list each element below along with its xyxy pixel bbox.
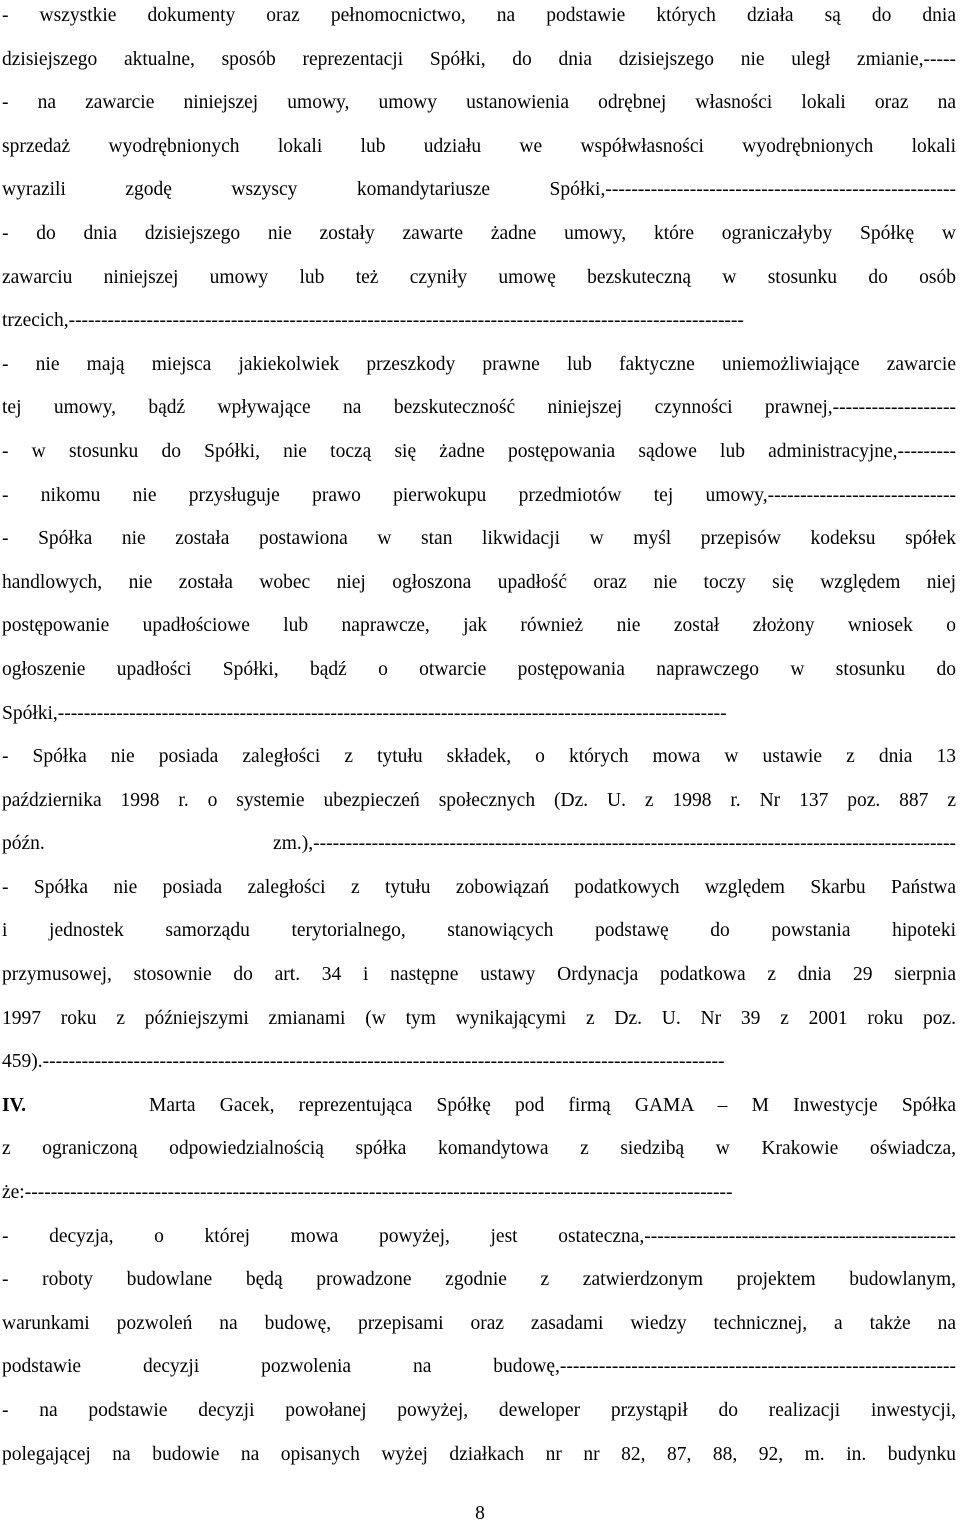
text-line: trzecich,-------------------------------------------------------------------------------------------------------- bbox=[2, 310, 744, 332]
text-line: 459).--------------------------------------------------------------------------------------------------------- bbox=[2, 1051, 725, 1073]
text-line: warunkami pozwoleń na budowę, przepisami oraz zasadami wiedzy technicznej, a także na bbox=[2, 1312, 956, 1334]
text-line: - decyzja, o której mowa powyżej, jest ostateczna,------------------------------------------------ bbox=[2, 1225, 956, 1247]
text-line: - na zawarcie niniejszej umowy, umowy ustanowienia odrębnej własności lokali oraz na bbox=[2, 92, 956, 114]
text-line: że:------------------------------------------------------------------------------------------------------------- bbox=[2, 1182, 733, 1204]
text-line: - nikomu nie przysługuje prawo pierwokupu przedmiotów tej umowy,----------------------------- bbox=[2, 484, 956, 506]
text-line: przymusowej, stosownie do art. 34 i następne ustawy Ordynacja podatkowa z dnia 29 sierpnia bbox=[2, 964, 956, 986]
text-line: - roboty budowlane będą prowadzone zgodnie z zatwierdzonym projektem budowlanym, bbox=[2, 1269, 956, 1291]
text-line: - Spółka nie została postawiona w stan likwidacji w myśl przepisów kodeksu spółek bbox=[2, 528, 956, 550]
text-line: i jednostek samorządu terytorialnego, stanowiących podstawę do powstania hipoteki bbox=[2, 920, 956, 942]
text-line: dzisiejszego aktualne, sposób reprezentacji Spółki, do dnia dzisiejszego nie uległ zmianie,----- bbox=[2, 48, 956, 70]
text-line: - w stosunku do Spółki, nie toczą się żadne postępowania sądowe lub administracyjne,--------- bbox=[2, 440, 956, 462]
text-line: - Spółka nie posiada zaległości z tytułu składek, o których mowa w ustawie z dnia 13 bbox=[2, 746, 956, 768]
text-line: ogłoszenie upadłości Spółki, bądź o otwarcie postępowania naprawczego w stosunku do bbox=[2, 658, 956, 680]
text-line: października 1998 r. o systemie ubezpieczeń społecznych (Dz. U. z 1998 r. Nr 137 poz. 887 z bbox=[2, 789, 956, 811]
text-line: późn. zm.),--------------------------------------------------------------------------------------------------- bbox=[2, 833, 956, 855]
text-line: - do dnia dzisiejszego nie zostały zawarte żadne umowy, które ograniczałyby Spółkę w bbox=[2, 222, 956, 244]
text-line: zawarciu niniejszej umowy lub też czyniły umowę bezskuteczną w stosunku do osób bbox=[2, 266, 956, 288]
section-number: IV. bbox=[2, 1094, 27, 1116]
text-line: z ograniczoną odpowiedzialnością spółka komandytowa z siedzibą w Krakowie oświadcza, bbox=[2, 1138, 956, 1160]
text-line: podstawie decyzji pozwolenia na budowę,------------------------------------------------------------- bbox=[2, 1356, 956, 1378]
text-line: 1997 roku z późniejszymi zmianami (w tym wynikającymi z Dz. U. Nr 39 z 2001 roku poz. bbox=[2, 1007, 956, 1029]
page-number: 8 bbox=[475, 1503, 485, 1524]
text-line: tej umowy, bądź wpływające na bezskuteczność niniejszej czynności prawnej,------------------- bbox=[2, 397, 956, 419]
document-body bbox=[2, 0, 956, 1476]
text-line: - na podstawie decyzji powołanej powyżej, deweloper przystąpił do realizacji inwestycji, bbox=[2, 1400, 956, 1421]
section-heading-line bbox=[2, 1084, 956, 1128]
text-line: - wszystkie dokumenty oraz pełnomocnictwo, na podstawie których działa są do dnia bbox=[2, 5, 956, 26]
text-line: Spółki,------------------------------------------------------------------------------------------------------- bbox=[2, 702, 727, 724]
text-line: sprzedaż wyodrębnionych lokali lub udziału we współwłasności wyodrębnionych lokali bbox=[2, 135, 956, 157]
text-line: handlowych, nie została wobec niej ogłoszona upadłość oraz nie toczy się względem niej bbox=[2, 571, 956, 593]
text-line: wyrazili zgodę wszyscy komandytariusze Spółki,------------------------------------------------------ bbox=[2, 179, 956, 201]
text-line: - nie mają miejsca jakiekolwiek przeszkody prawne lub faktyczne uniemożliwiające zawarcie bbox=[2, 353, 956, 375]
text-line: - Spółka nie posiada zaległości z tytułu zobowiązań podatkowych względem Skarbu Państwa bbox=[2, 876, 956, 898]
text-line: Marta Gacek, reprezentująca Spółkę pod firmą GAMA – M Inwestycje Spółka bbox=[149, 1094, 956, 1116]
text-line: postępowanie upadłościowe lub naprawcze, jak również nie został złożony wniosek o bbox=[2, 615, 956, 637]
text-line: polegającej na budowie na opisanych wyżej działkach nr nr 82, 87, 88, 92, m. in. budynku bbox=[2, 1443, 956, 1465]
